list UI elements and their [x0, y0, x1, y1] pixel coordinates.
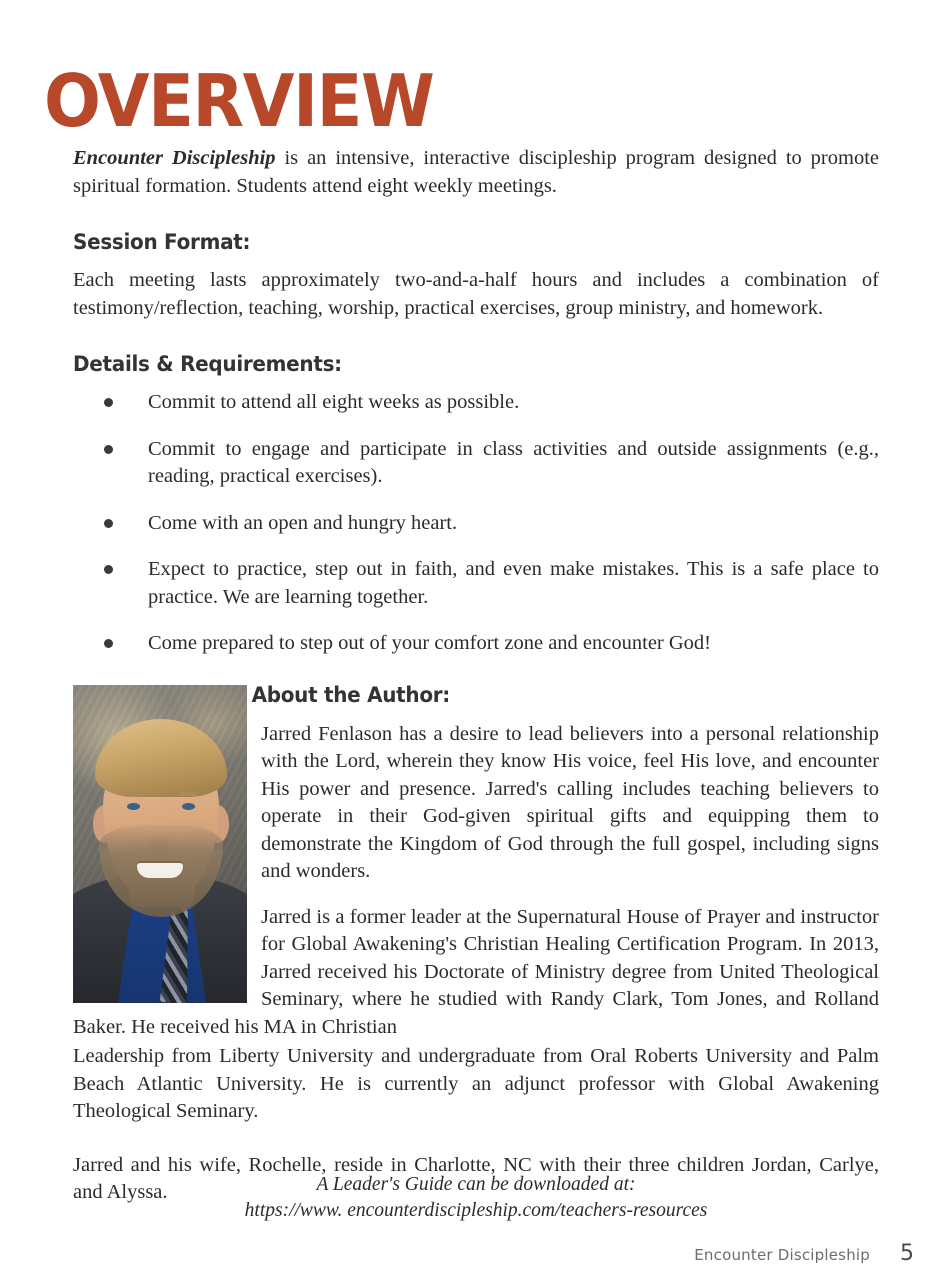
page-footer	[0, 1241, 952, 1266]
photo-brow-left	[123, 792, 144, 796]
author-paragraph-2-tail: Leadership from Liberty University and undergraduate from Oral Roberts University and Palm Beach Atlantic University. He is currently an adjunct professor with Global Awakening Theological Seminary.	[73, 1045, 879, 1122]
footer-label: Encounter Discipleship	[694, 1246, 870, 1264]
intro-lead-emphasis: Encounter Discipleship	[73, 147, 276, 169]
bullet-icon	[104, 565, 113, 574]
author-paragraph-3: Jarred and his wife, Rochelle, reside in Charlotte, NC with their three children Jordan, Carlye, and Alyssa.	[73, 1153, 879, 1203]
leader-guide-note-url[interactable]: https://www. encounterdiscipleship.com/teachers-resources	[244, 1200, 708, 1221]
author-paragraph-1: Jarred Fenlason has a desire to lead believers into a personal relationship with the Lord, wherein they know His voice, feel His love, and encounter His power and presence. Jarred's calling includes teaching believers to operate in their God-given spiritual gifts and equipping them to demonstrate the Kingdom of God through the full gospel, including signs and wonders.	[261, 722, 879, 882]
list-item	[73, 389, 879, 417]
bullet-icon	[104, 519, 113, 528]
list-item-text: Commit to engage and participate in class activities and outside assignments (e.g., reading, practical exercises).	[148, 437, 879, 487]
bullet-icon	[104, 639, 113, 648]
photo-smile	[137, 863, 183, 878]
author-paragraph-2-wrapped: Jarred is a former leader at the Supernatural House of Prayer and instructor for Global Awakening's Christian Healing Certification Program. In 2013, Jarred received his Doctorate of Ministry degree from United Theological Seminary, where he studied with Randy Clark, Tom Jones, and Rolland Baker. He received his MA in Christian	[73, 905, 879, 1038]
details-bullet-list	[73, 389, 879, 658]
leader-guide-note	[0, 1172, 952, 1224]
list-item-text: Expect to practice, step out in faith, and even make mistakes. This is a safe place to practice. We are learning together.	[148, 558, 879, 608]
about-the-author-heading: About the Author:	[251, 682, 450, 707]
author-photo	[73, 685, 247, 1003]
list-item	[73, 436, 879, 491]
leader-guide-note-line-1: A Leader's Guide can be downloaded at:	[316, 1174, 636, 1195]
photo-brow-right	[178, 792, 199, 796]
details-requirements-heading: Details & Requirements:	[73, 352, 342, 376]
intro-paragraph	[73, 145, 879, 200]
list-item-text: Come prepared to step out of your comfort zone and encounter God!	[148, 632, 711, 654]
intro-rest: is an intensive, interactive discipleship program designed to promote spiritual formation. Students attend eight weekly meetings.	[73, 147, 879, 197]
bullet-icon	[104, 445, 113, 454]
session-format-heading: Session Format:	[73, 230, 251, 254]
page-title: OVERVIEW	[44, 59, 434, 144]
list-item	[73, 510, 879, 538]
list-item	[73, 556, 879, 611]
list-item-text: Come with an open and hungry heart.	[148, 511, 458, 534]
bullet-icon	[104, 398, 113, 407]
list-item-text: Commit to attend all eight weeks as possible.	[148, 391, 520, 413]
photo-eye-right	[182, 803, 195, 810]
page-content	[73, 145, 879, 1207]
spacer	[73, 341, 879, 351]
about-the-author-section	[73, 682, 879, 1207]
footer-page-number: 5	[900, 1241, 914, 1266]
photo-eye-left	[127, 803, 140, 810]
spacer	[73, 219, 879, 229]
list-item	[73, 630, 879, 658]
session-format-paragraph: Each meeting lasts approximately two-and-a-half hours and includes a combination of testimony/reflection, teaching, worship, practical exercises, group ministry, and homework.	[73, 269, 879, 319]
